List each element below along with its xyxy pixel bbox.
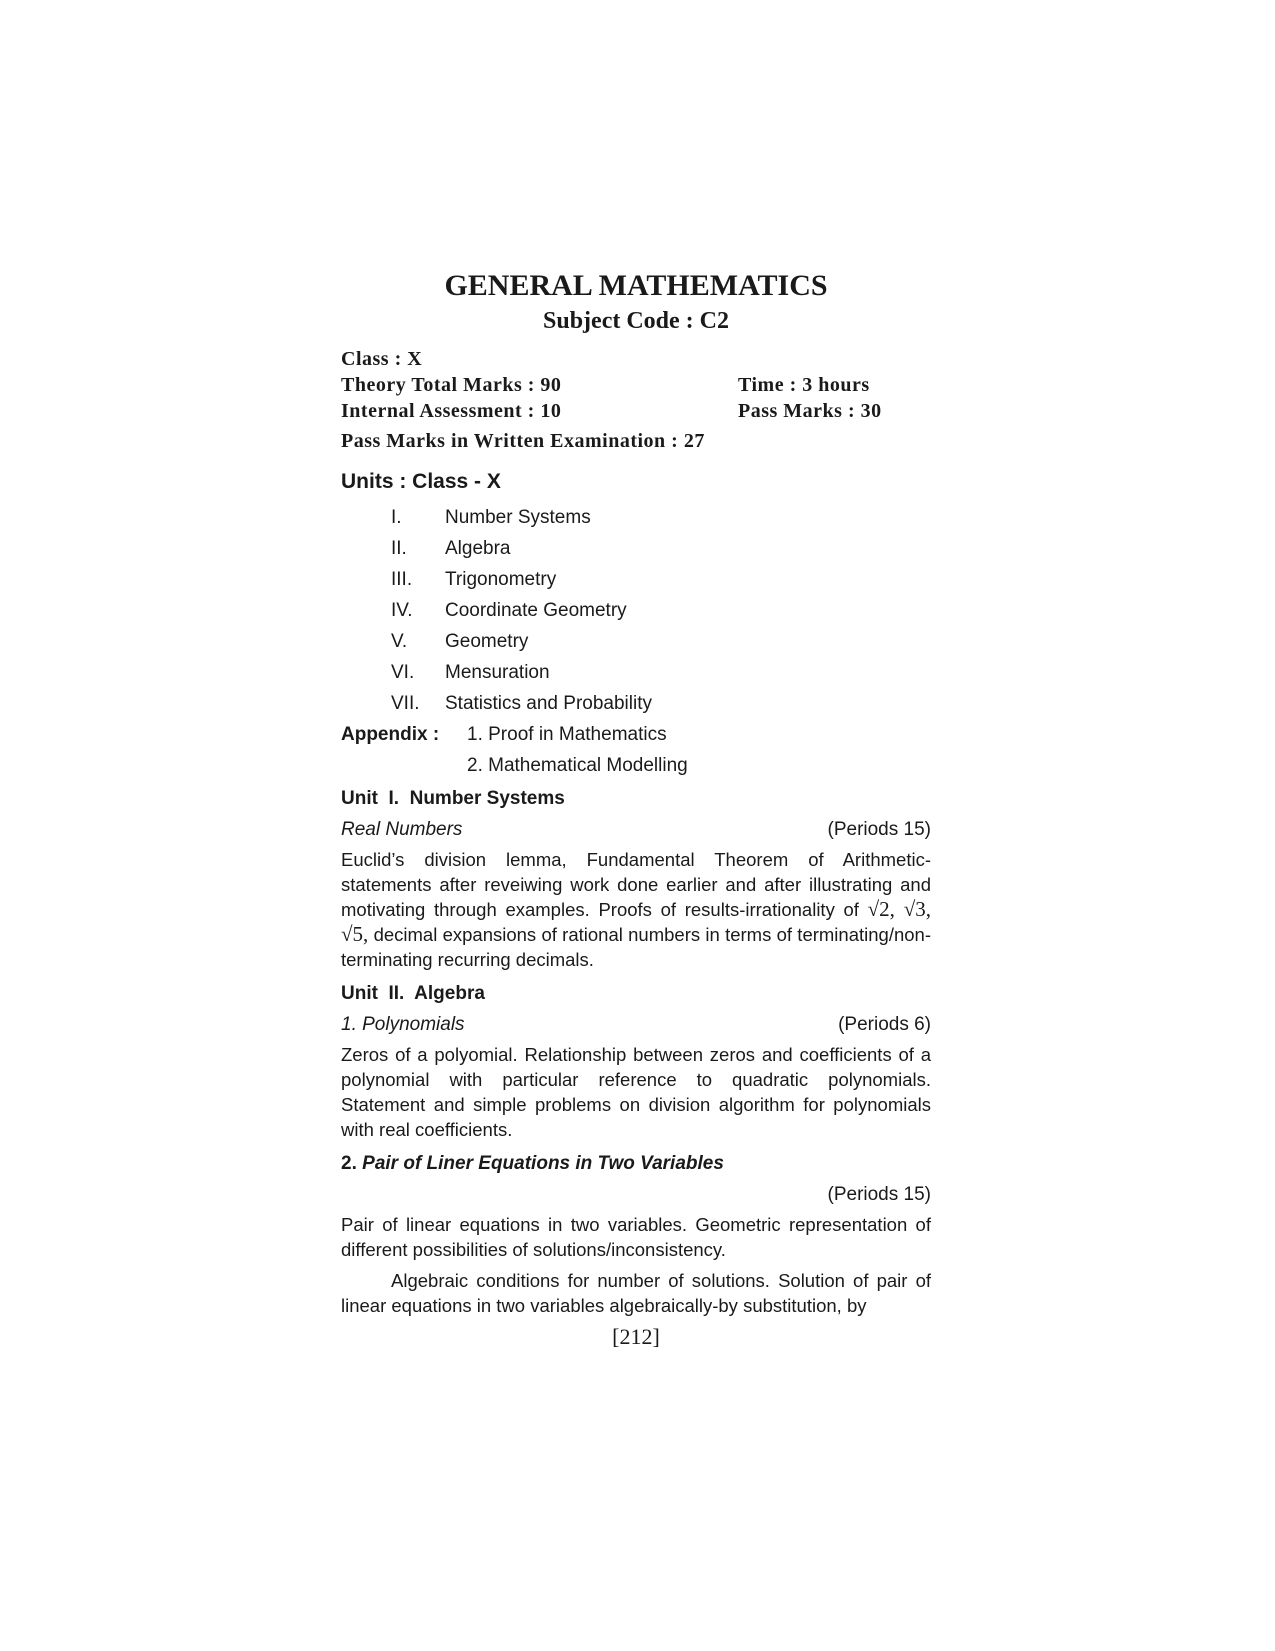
list-item: III. Trigonometry (391, 569, 557, 590)
appendix-label: Appendix : (341, 724, 440, 745)
unit2-para1: Zeros of a polyomial. Relationship between zeros and coefficients of a polynomial with particular reference to quadratic polynomials. Statement and simple problems on division algorithm for polynomials with real coefficients. (341, 1044, 931, 1140)
unit2-topic1-row (341, 1009, 931, 1040)
page-title: GENERAL MATHEMATICS (444, 269, 828, 302)
appendix (341, 719, 931, 781)
page-number: [212] (612, 1324, 660, 1349)
time-label: Time : 3 hours (738, 374, 870, 396)
written-pass-marks: Pass Marks in Written Examination : 27 (341, 430, 705, 452)
unit1-periods: (Periods 15) (827, 819, 931, 840)
pass-marks: Pass Marks : 30 (738, 400, 882, 422)
list-item: VII. Statistics and Probability (391, 693, 652, 714)
units-heading: Units : Class - X (341, 470, 501, 493)
unit2-para3: Algebraic conditions for number of solutions. Solution of pair of linear equations in two variables algebraically-by substitution, by (341, 1270, 931, 1316)
unit2-periods2: (Periods 15) (827, 1184, 931, 1205)
appendix-item: 1. Proof in Mathematics (467, 724, 667, 745)
list-item: I. Number Systems (391, 507, 591, 528)
unit1-topic-row (341, 814, 931, 845)
list-item: VI. Mensuration (391, 662, 550, 683)
unit2-para2: Pair of linear equations in two variables. Geometric representation of different possibilities of solutions/inconsistency. (341, 1214, 931, 1260)
class-label: Class : X (341, 348, 423, 370)
unit1-description: Euclid’s division lemma, Fundamental Theorem of Arithmetic-statements after reveiwing work done earlier and after illustrating and motivating through examples. Proofs of results-irrationality of √2, √3, √5, decimal expansions of rational numbers in terms of terminating/non-terminating recurring decimals. (341, 849, 932, 970)
unit2-topic2: 2. Pair of Liner Equations in Two Variables (341, 1153, 724, 1174)
unit2-topic1: 1. Polynomials (341, 1014, 465, 1035)
subject-code: Subject Code : C2 (543, 308, 729, 334)
list-item: V. Geometry (391, 631, 529, 652)
list-item: II. Algebra (391, 538, 511, 559)
syllabus-page (341, 268, 931, 1350)
surds: √2, √3, √5, (341, 897, 932, 946)
unit2-periods1: (Periods 6) (838, 1014, 931, 1035)
exam-meta (341, 346, 931, 454)
unit-list (341, 502, 931, 719)
unit2-heading: Unit II. Algebra (341, 983, 485, 1004)
internal-assessment: Internal Assessment : 10 (341, 400, 562, 422)
appendix-item: 2. Mathematical Modelling (467, 755, 688, 776)
list-item: IV. Coordinate Geometry (391, 600, 627, 621)
unit1-heading: Unit I. Number Systems (341, 788, 565, 809)
time-pass-block (738, 372, 882, 424)
theory-total-marks: Theory Total Marks : 90 (341, 374, 562, 396)
unit1-topic: Real Numbers (341, 819, 463, 840)
